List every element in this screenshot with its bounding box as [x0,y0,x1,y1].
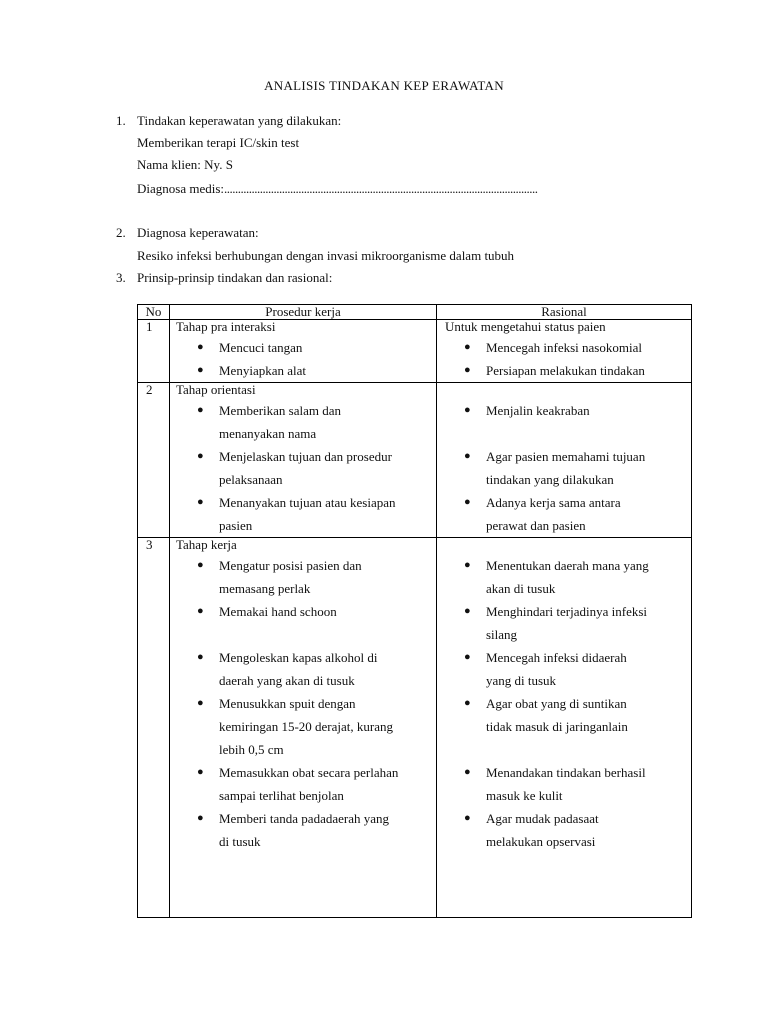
list-item: ● Persiapan melakukan tindakan [464,363,645,378]
action-text: Memberikan terapi IC/skin test [137,135,300,150]
stage-title: Tahap kerja [176,537,237,552]
list-item: ● Menghindari terjadinya infeksi silang [464,604,648,642]
section2-number: 2. [116,225,126,240]
row-number: 1 [138,320,170,383]
rational-cell [437,538,692,918]
header-rational: Rasional [437,305,692,320]
list-item: ● Mencegah infeksi didaerah yang di tusuk [464,650,627,688]
table-row [138,538,692,918]
client-name: Nama klien: Ny. S [137,157,233,172]
table-row [138,383,692,538]
section3-heading: Prinsip-prinsip tindakan dan rasional: [137,270,333,285]
list-item: ● Adanya kerja sama antara perawat dan pasien [464,495,621,533]
header-procedure: Prosedur kerja [170,305,437,320]
diagnosis-dots: .................................................................................................................. [224,181,538,196]
rational-cell [437,320,692,383]
row-number: 2 [138,383,170,538]
list-item: ● Mencegah infeksi nasokomial [464,340,642,355]
list-item: ● Menandakan tindakan berhasil masuk ke kulit [464,765,646,803]
header-no: No [138,305,170,320]
table-row [138,320,692,383]
document-title: ANALISIS TINDAKAN KEP ERAWATAN [264,78,504,93]
row-number: 3 [138,538,170,918]
table-header-row [138,305,692,320]
medical-diagnosis [137,181,538,197]
list-item: ● Agar obat yang di suntikan tidak masuk di jaringanlain [464,696,628,734]
rational-cell [437,383,692,538]
procedure-cell [170,538,437,918]
list-item: ● Menanyakan tujuan atau kesiapan pasien [197,495,396,533]
procedure-table [137,304,692,918]
list-item: ● Agar pasien memahami tujuan tindakan yang dilakukan [464,449,646,487]
list-item: ● Memasukkan obat secara perlahan sampai terlihat benjolan [197,765,399,803]
rational-heading: Untuk mengetahui status paien [445,319,606,334]
list-item: ● Mengoleskan kapas alkohol di daerah yang akan di tusuk [197,650,378,688]
list-item: ● Memberi tanda padadaerah yang di tusuk [197,811,390,849]
section3-number: 3. [116,270,126,285]
list-item: ● Mengatur posisi pasien dan memasang perlak [197,558,362,596]
list-item: ● Agar mudak padasaat melakukan opservasi [464,811,599,849]
list-item: ● Menjalin keakraban [464,403,590,418]
list-item: ● Menentukan daerah mana yang akan di tusuk [464,558,649,596]
list-item: ● Menusukkan spuit dengan kemiringan 15-20 derajat, kurang lebih 0,5 cm [197,696,393,757]
stage-title: Tahap orientasi [176,382,256,397]
list-item: ● Memberikan salam dan menanyakan nama [197,403,342,441]
list-item: ● Menjelaskan tujuan dan prosedur pelaksanaan [197,449,392,487]
procedure-cell [170,383,437,538]
diagnosis-label: Diagnosa medis: [137,181,225,196]
stage-title: Tahap pra interaksi [176,319,276,334]
list-item: ● Menyiapkan alat [197,363,306,378]
section1-heading: Tindakan keperawatan yang dilakukan: [137,113,342,128]
section2-heading: Diagnosa keperawatan: [137,225,259,240]
list-item: ● Memakai hand schoon [197,604,337,619]
nursing-diagnosis-text: Resiko infeksi berhubungan dengan invasi mikroorganisme dalam tubuh [137,248,515,263]
list-item: ● Mencuci tangan [197,340,303,355]
section1-number: 1. [116,113,126,128]
procedure-cell [170,320,437,383]
